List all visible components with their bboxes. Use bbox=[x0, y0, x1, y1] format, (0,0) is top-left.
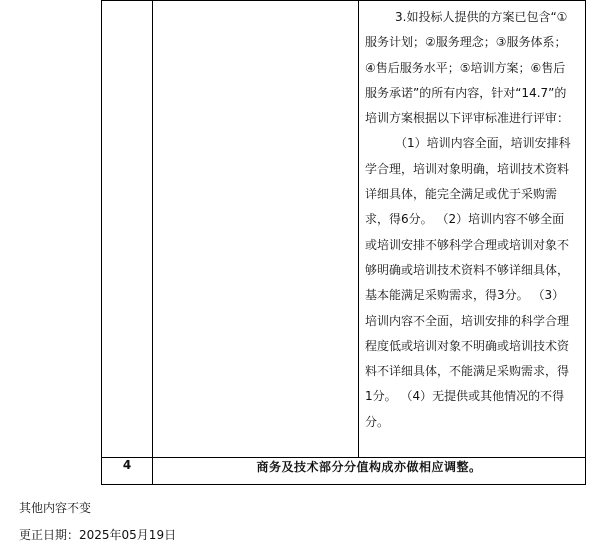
row-number-cell bbox=[102, 1, 153, 458]
criteria-detail: （1）培训内容全面，培训安排科学合理，培训对象明确，培训技术资料详细具体，能完全满足或优于采购需求，得6分。 （2）培训内容不够全面或培训安排不够科学合理或培训对象不够明确或培训技术资料不够详细具体，基本能满足采购需求，得3分。 （3）培训内容不全面，培训安排的科学合理程度低或培训对象不明确或培训技术资料不详细具体，不能满足采购需求，得1分。 （4）无提供或其他情况的不得分。 bbox=[365, 136, 571, 429]
scoring-table bbox=[101, 0, 586, 485]
other-unchanged-note: 其他内容不变 bbox=[19, 501, 92, 515]
table-row bbox=[102, 458, 586, 485]
criteria-cell bbox=[359, 1, 586, 458]
correction-date: 更正日期：2025年05月19日 bbox=[19, 528, 177, 542]
criteria-text bbox=[359, 1, 585, 439]
criteria-intro: 3.如投标人提供的方案已包含“①服务计划；②服务理念；③服务体系；④售后服务水平；⑤培训方案；⑥售后服务承诺”的所有内容，针对“14.7”的培训方案根据以下评审标准进行评审： bbox=[365, 10, 570, 126]
table-row bbox=[102, 1, 586, 458]
item-cell bbox=[153, 1, 359, 458]
adjustment-text: 商务及技术部分分值构成亦做相应调整。 bbox=[153, 458, 586, 485]
row-number: 4 bbox=[102, 458, 153, 485]
